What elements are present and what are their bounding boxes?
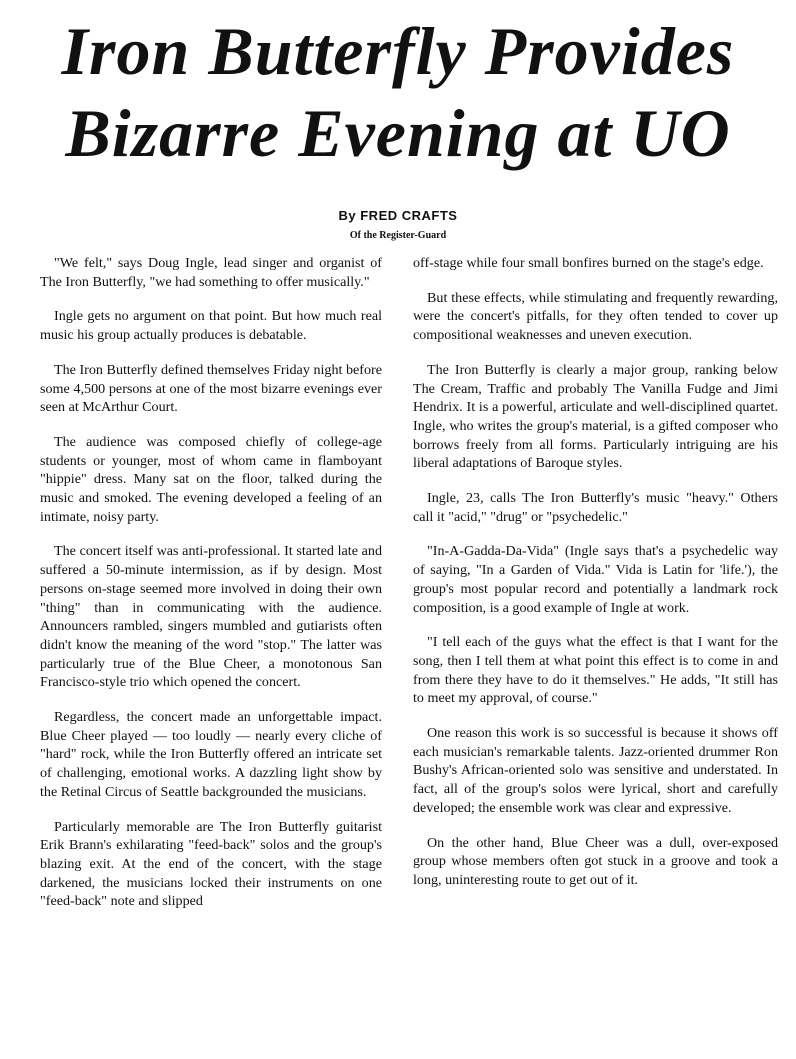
byline-affiliation: Of the Register-Guard <box>349 230 447 241</box>
article-paragraph: But these effects, while stimulating and frequently rewarding, were the concert's pitfalls, for they often tended to cover up compositional weaknesses and uneven execution. <box>413 289 778 344</box>
article-column-right <box>413 254 778 906</box>
article-paragraph: Particularly memorable are The Iron Butterfly guitarist Erik Brann's exhilarating "feed-back" solos and the group's blazing exit. At the end of the concert, with the stage darkened, the musicians locked their instruments on one "feed-back" note and slipped <box>40 818 382 910</box>
article-paragraph: The concert itself was anti-professional. It started late and suffered a 50-minute intermission, as if by design. Most persons on-stage seemed more involved in doing their own "thing" than in communicating with the audience. Announcers rambled, singers mumbled and gutiarists often didn't know the meaning of the word "stop." The latter was particularly true of the Blue Cheer, a monotonous San Francisco-style trio which opened the concert. <box>40 543 382 691</box>
article-paragraph: "We felt," says Doug Ingle, lead singer and organist of The Iron Butterfly, "we had something to offer musically." <box>40 255 382 290</box>
article-paragraph: Ingle, 23, calls The Iron Butterfly's music "heavy." Others call it "acid," "drug" or "psychedelic." <box>413 490 778 525</box>
article-paragraph-continued: off-stage while four small bonfires burned on the stage's edge. <box>413 255 764 271</box>
article-column-left <box>40 254 382 927</box>
article-paragraph: On the other hand, Blue Cheer was a dull, over-exposed group whose members often got stuck in a groove and took a long, uninteresting route to get out of it. <box>413 834 778 888</box>
article-paragraph: "I tell each of the guys what the effect is that I want for the song, then I tell them at what point this effect is to come in and from there they have to do it themselves." He adds, "It still has to meet my approval, of course." <box>413 634 778 707</box>
byline: By FRED CRAFTS <box>338 208 458 223</box>
article-paragraph: Regardless, the concert made an unforgettable impact. Blue Cheer played — too loudly — nearly every cliche of "hard" rock, while the Iron Butterfly offered an intricate set of challenging, emotional works. A dazzling light show by the Retinal Circus of Seattle backgrounded the musicians. <box>40 709 382 800</box>
article-paragraph: One reason this work is so successful is because it shows off each musician's remarkable talents. Jazz-oriented drummer Ron Bushy's African-oriented solo was sensitive and understated. In fact, all of the group's solos were lyrical, short and carefully developed; the ensemble work was clear and expressive. <box>413 725 778 816</box>
article-paragraph: Ingle gets no argument on that point. But how much real music his group actually produces is debatable. <box>40 308 382 344</box>
article-paragraph: "In-A-Gadda-Da-Vida" (Ingle says that's a psychedelic way of saying, "In a Garden of Vida." Vida is Latin for 'life.'), the group's most popular record and potentially a landmark rock composition, is a good example of Ingle at work. <box>413 543 778 616</box>
headline <box>0 10 796 174</box>
headline-line-2: Bizarre Evening at UO <box>65 95 731 171</box>
article-paragraph: The audience was composed chiefly of college-age students or younger, most of whom came in flamboyant "hippie" dress. Many sat on the floor, talked during the music and smoked. The evening developed a feeling of an intimate, noisy party. <box>40 433 382 525</box>
article-paragraph: The Iron Butterfly is clearly a major group, ranking below The Cream, Traffic and probably The Vanilla Fudge and Jimi Hendrix. It is a powerful, articulate and well-disciplined quartet. Ingle, who writes the group's material, is a gifted composer who borrows freely from all forms. Particularly intriguing are his liberal adaptations of Baroque styles. <box>413 361 778 472</box>
article-paragraph: The Iron Butterfly defined themselves Friday night before some 4,500 persons at one of the most bizarre evenings ever seen at McArthur Court. <box>40 361 382 416</box>
headline-line-1: Iron Butterfly Provides <box>61 13 735 89</box>
